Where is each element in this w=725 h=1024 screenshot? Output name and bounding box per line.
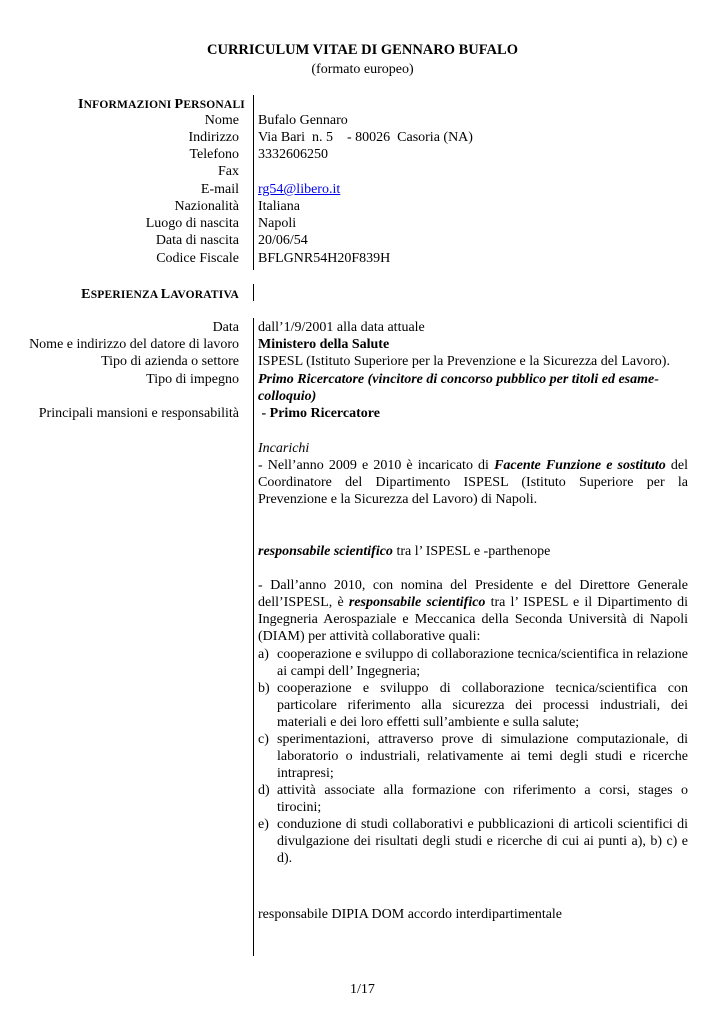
document-title: CURRICULUM VITAE DI GENNARO BUFALO bbox=[207, 42, 518, 58]
label-employer: Nome e indirizzo del datore di lavoro bbox=[29, 337, 239, 352]
value-data-nascita: 20/06/54 bbox=[258, 233, 308, 248]
list-item-text: cooperazione e sviluppo di collaborazione tecnica/scientifica con particolare riferimento alla sicurezza dei processi industriali, dei materiali e dei loro effetti sull’ambiente e sulla salute; bbox=[277, 681, 688, 730]
value-duties: - Primo Ricercatore bbox=[258, 406, 380, 421]
section-word: NFORMAZIONI bbox=[83, 99, 172, 111]
label-luogo-nascita: Luogo di nascita bbox=[145, 216, 239, 231]
label-data-nascita: Data di nascita bbox=[155, 233, 239, 248]
page-number: 1/17 bbox=[350, 982, 375, 997]
paragraph-text: - Nell’anno 2009 e 2010 è incaricato di bbox=[258, 458, 495, 473]
list-item bbox=[258, 782, 688, 816]
column-divider-short bbox=[253, 284, 254, 301]
value-sector: ISPESL (Istituto Superiore per la Prevenzione e la Sicurezza del Lavoro). bbox=[258, 354, 670, 369]
section-word: ERSONALI bbox=[183, 99, 245, 111]
paragraph-text: del Coordinatore del Dipartimento ISPESL (Istituto Superiore per la Prevenzione e la Sicurezza del Lavoro) di Napoli. bbox=[258, 458, 688, 507]
section-initial: E bbox=[81, 287, 91, 302]
section-heading-personal-info bbox=[78, 97, 245, 113]
value-commitment-line1: Primo Ricercatore (vincitore di concorso pubblico per titoli ed esame- bbox=[258, 372, 659, 387]
list-item-text: conduzione di studi collaborativi e pubblicazioni di articoli scientifici di divulgazione dei risultati degli studi e ricerche di cui ai punti a), b) c) e d). bbox=[277, 817, 688, 866]
section-initial: P bbox=[174, 97, 184, 112]
value-nome: Bufalo Gennaro bbox=[258, 113, 348, 128]
paragraph-text: tra l’ ISPESL e -parthenope bbox=[392, 544, 551, 559]
value-commitment-line2: colloquio) bbox=[258, 389, 317, 404]
paragraph-text: tra l’ ISPESL e il Dipartimento di Ingegneria Aerospaziale e Meccanica della Seconda Università di Napoli (DIAM) per attività collaborative quali: bbox=[258, 595, 688, 644]
list-item bbox=[258, 816, 688, 867]
list-marker: e) bbox=[258, 817, 269, 832]
list-marker: a) bbox=[258, 647, 269, 662]
label-nazionalita: Nazionalità bbox=[174, 199, 239, 214]
list-marker: d) bbox=[258, 783, 270, 798]
role-emphasis: responsabile scientifico bbox=[258, 544, 393, 559]
list-item-text: cooperazione e sviluppo di collaborazione tecnica/scientifica in relazione ai campi dell’ Ingegneria; bbox=[277, 647, 688, 679]
section-initial: L bbox=[160, 287, 171, 302]
column-divider bbox=[253, 95, 254, 270]
label-commitment: Tipo di impegno bbox=[146, 372, 239, 387]
column-divider bbox=[253, 318, 254, 956]
value-codice-fiscale: BFLGNR54H20F839H bbox=[258, 251, 391, 266]
label-codice-fiscale: Codice Fiscale bbox=[156, 251, 239, 266]
role-emphasis: responsabile scientifico bbox=[348, 595, 486, 610]
list-item bbox=[258, 731, 688, 782]
collaboration-paragraph bbox=[258, 577, 688, 645]
list-item-text: attività associate alla formazione con riferimento a corsi, stages o tirocini; bbox=[277, 783, 688, 815]
paragraph-text: - Dall’anno 2010, con nomina del Presidente e del Direttore Generale dell’ISPESL, è bbox=[258, 578, 688, 610]
document-subtitle: (formato europeo) bbox=[311, 62, 414, 77]
value-employer: Ministero della Salute bbox=[258, 337, 390, 352]
responsabile-line bbox=[258, 543, 688, 560]
incarichi-paragraph bbox=[258, 457, 688, 508]
activities-list bbox=[258, 646, 688, 867]
section-heading-work-experience bbox=[78, 287, 239, 303]
label-nome: Nome bbox=[204, 113, 239, 128]
list-marker: b) bbox=[258, 681, 270, 696]
list-item-text: sperimentazioni, attraverso prove di simulazione computazionale, di laboratorio o industriali, relativamente ai temi degli studi e ricerche intrapresi; bbox=[277, 732, 688, 781]
list-marker: c) bbox=[258, 732, 269, 747]
role-emphasis: Facente Funzione e sostituto bbox=[494, 458, 666, 473]
label-fax: Fax bbox=[218, 164, 239, 179]
section-word: SPERIENZA bbox=[90, 289, 158, 301]
value-luogo-nascita: Napoli bbox=[258, 216, 297, 231]
label-duties: Principali mansioni e responsabilità bbox=[38, 406, 239, 421]
dipia-line: responsabile DIPIA DOM accordo interdipartimentale bbox=[258, 907, 563, 922]
section-word: AVORATIVA bbox=[170, 289, 239, 301]
label-data: Data bbox=[212, 320, 239, 335]
label-email: E-mail bbox=[200, 182, 239, 197]
label-sector: Tipo di azienda o settore bbox=[101, 354, 239, 369]
incarichi-heading: Incarichi bbox=[258, 441, 310, 456]
email-link[interactable]: rg54@libero.it bbox=[258, 182, 341, 197]
section-initial: I bbox=[78, 97, 84, 112]
value-data: dall’1/9/2001 alla data attuale bbox=[258, 320, 425, 335]
value-indirizzo: Via Bari n. 5 - 80026 Casoria (NA) bbox=[258, 130, 473, 145]
value-telefono: 3332606250 bbox=[258, 147, 328, 162]
label-indirizzo: Indirizzo bbox=[188, 130, 239, 145]
list-item bbox=[258, 646, 688, 680]
label-telefono: Telefono bbox=[189, 147, 239, 162]
list-item bbox=[258, 680, 688, 731]
value-nazionalita: Italiana bbox=[258, 199, 300, 214]
